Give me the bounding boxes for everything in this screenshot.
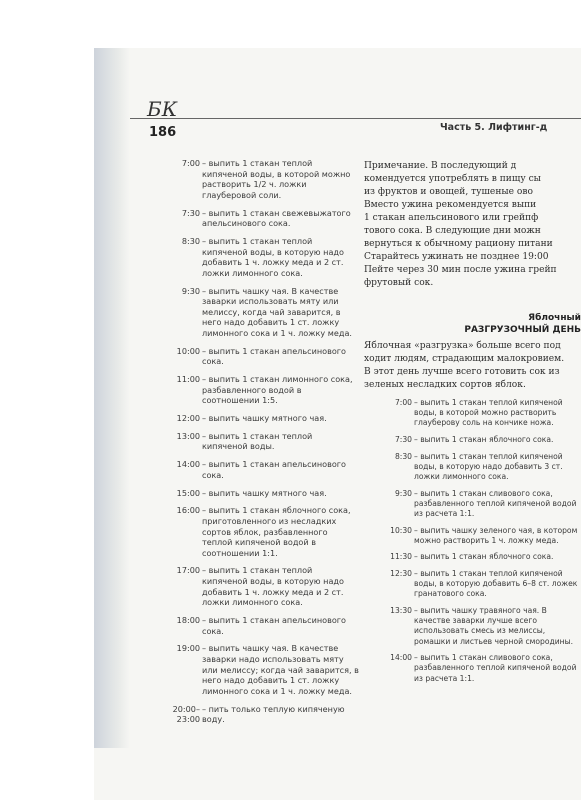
schedule-entry [150,158,360,200]
note-line: вернуться к обычному рациону питани [364,239,553,249]
schedule-entry [364,526,581,546]
entry-text: – выпить чашку чая. В качестве заварки надо использовать мяту или мелиссу; когда чай заварится, в него надо добавить 1 ст. ложку лимонного сока и 1 ч. ложку меда. [202,643,359,696]
entry-time: 12:30 [390,568,412,578]
entry-text: – выпить 1 стакан апельсинового сока. [202,615,347,636]
entry-time: 7:00 [394,398,412,407]
schedule-entry [150,488,360,499]
entry-time: 15:00 [176,487,200,498]
schedule-entry [364,552,581,562]
schedule-entry [364,489,581,520]
entry-text: – выпить 1 стакан теплой кипяченой воды, в которую добавить 6–8 ст. ложек гранатового сока. [414,568,578,599]
schedule-entry [150,346,360,367]
entry-text: – выпить 1 стакан теплой кипяченой воды, в которую надо добавить 1 ч. ложку меда и 2 ст. ложки лимонного сока. [202,565,344,608]
note-line: Вместо ужина рекомендуется выпи [364,200,537,210]
schedule-entry [364,653,581,684]
entry-text: – выпить чашку чая. В качестве заварки использовать мяту или мелиссу, когда чай заварится, в него надо добавить 1 ст. ложку лимонного сока и 1 ч. ложку меда. [202,285,352,338]
entry-time: 13:30 [390,605,412,615]
entry-time: 10:30 [390,525,412,535]
entry-text: – пить только теплую кипяченую воду. [202,703,345,725]
note-line: комендуется употреблять в пищу сы [364,174,541,184]
entry-text: – выпить 1 стакан лимонного сока, разбавленного водой в соотношении 1:5. [202,374,353,406]
entry-text: – выпить 1 стакан теплой кипяченой воды, в которой можно растворить глауберову соль на кончике ножа. [414,398,563,428]
note-line: из фруктов и овощей, тушеные ово [364,187,533,197]
entry-text: – выпить 1 стакан апельсинового сока. [202,345,347,367]
schedule-entry [150,413,360,424]
entry-time: 9:30 [181,285,200,296]
entry-text: – выпить 1 стакан свежевыжатого апельсинового сока. [202,207,351,229]
entry-time: 18:00 [176,615,200,626]
note-line: фрутовый сок. [364,278,434,288]
schedule-entry [150,643,360,696]
entry-time: 20:00–23:00 [172,703,200,725]
entry-time: 7:00 [181,158,200,168]
intro-line: ходит людям, страдающим малокровием. [364,354,565,364]
intro-line: Яблочная «разгрузка» больше всего под [364,341,561,351]
intro-line: В этот день лучше всего готовить сок из [364,367,560,377]
entry-text: – выпить 1 стакан теплой кипяченой воды, в которую надо добавить 3 ст. ложки лимонного сока. [414,451,563,481]
schedule-entry [150,565,360,607]
running-title: Часть 5. Лифтинг-д [440,122,548,133]
entry-text: – выпить 1 стакан яблочного сока. [414,435,554,444]
intro-line: зеленых несладких сортов яблок. [364,380,526,390]
entry-text: – выпить 1 стакан теплой кипяченой воды, в которую надо добавить 1 ч. ложку меда и 2 ст. ложки лимонного сока. [202,235,344,278]
entry-time: 7:30 [394,435,412,444]
schedule-entry [150,374,360,406]
entry-time: 19:00 [176,643,200,654]
entry-text: – выпить 1 стакан теплой кипяченой воды. [202,430,313,452]
note-line: Примечание. В последующий д [364,161,517,171]
page-number: 186 [149,125,177,140]
entry-text: – выпить 1 стакан яблочного сока. [414,552,554,562]
entry-text: – выпить 1 стакан апельсинового сока. [202,459,347,480]
entry-text: – выпить 1 стакан теплой кипяченой воды, в которой можно растворить 1/2 ч. ложки глауберовой соли. [202,158,351,200]
note-line: Пейте через 30 мин после ужина грейп [364,265,557,275]
schedule-entry [150,505,360,558]
right-schedule [364,398,581,684]
book-spine-shadow [94,48,130,748]
entry-text: – выпить чашку травяного чая. В качестве заварки лучше всего использовать смесь из мелиссы, ромашки и листьев черной смородины. [414,605,574,646]
schedule-entry [150,615,360,636]
section-title: Яблочный [528,313,581,323]
right-column [364,160,581,690]
schedule-entry [150,431,360,452]
schedule-entry [364,452,581,483]
schedule-entry [150,208,360,229]
entry-text: – выпить 1 стакан сливового сока, разбавленного теплой кипяченой водой из расчета 1:1. [414,488,577,518]
entry-time: 12:00 [176,413,200,423]
entry-time: 14:00 [176,459,200,470]
schedule-entry [364,606,581,647]
schedule-entry [364,398,581,429]
entry-text: – выпить чашку зеленого чая, в котором можно растворить 1 ч. ложку меда. [414,525,578,545]
schedule-entry [150,236,360,278]
entry-text: – выпить 1 стакан сливового сока, разбавленного теплой кипяченой водой из расчета 1:1. [414,653,577,683]
entry-text: – выпить 1 стакан яблочного сока, приготовленного из несладких сортов яблок, разбавленного теплой кипяченой водой в соотношении 1:1. [202,505,351,558]
header-rule [130,118,581,119]
entry-time: 17:00 [176,565,200,576]
entry-time: 10:00 [176,345,200,356]
entry-time: 11:00 [176,374,200,385]
note-line: Старайтесь ужинать не позднее 19:00 [364,252,549,262]
entry-text: – выпить чашку мятного чая. [202,413,327,423]
schedule-entry [150,459,360,480]
entry-time: 14:00 [390,653,412,663]
intro-paragraph [364,340,581,392]
entry-time: 8:30 [394,451,412,461]
entry-time: 13:00 [176,430,200,441]
schedule-entry [364,435,581,445]
left-schedule [150,158,360,732]
note-paragraph [364,160,581,290]
section-subtitle: РАЗГРУЗОЧНЫЙ ДЕНЬ [464,325,581,335]
publisher-logo: БК [147,97,178,121]
entry-time: 8:30 [181,235,200,246]
schedule-entry [364,569,581,600]
schedule-entry [150,286,360,339]
note-line: 1 стакан апельсинового или грейпф [364,213,539,223]
note-line: тового сока. В следующие дни можн [364,226,541,236]
entry-time: 7:30 [181,207,200,218]
entry-time: 11:30 [390,552,412,562]
entry-text: – выпить чашку мятного чая. [202,487,327,498]
entry-time: 16:00 [176,505,200,516]
schedule-entry [150,704,360,725]
entry-time: 9:30 [394,488,412,498]
